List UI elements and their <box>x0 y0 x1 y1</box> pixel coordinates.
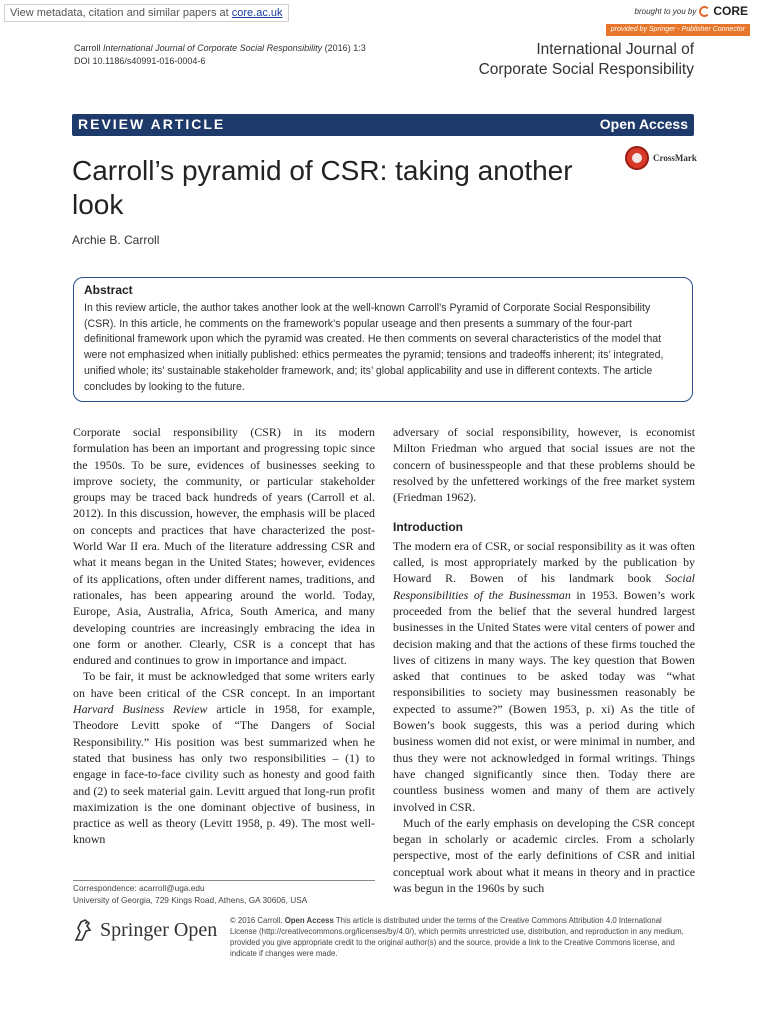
core-link[interactable]: core.ac.uk <box>231 7 283 19</box>
springer-horse-icon <box>72 918 94 942</box>
citation-journal: International Journal of Corporate Social Responsibility <box>103 43 323 53</box>
citation-block <box>74 42 366 68</box>
citation-line <box>74 42 366 55</box>
article-type-label: REVIEW ARTICLE <box>78 116 226 132</box>
provided-by-badge[interactable]: provided by Springer - Publisher Connector <box>606 24 750 36</box>
springer-open-logo <box>72 918 217 942</box>
crossmark-badge[interactable] <box>625 146 697 170</box>
citation-author: Carroll <box>74 43 101 53</box>
footnote <box>73 882 383 906</box>
core-brought-by[interactable] <box>635 4 749 18</box>
left-p2-before: To be fair, it must be acknowledged that some writers early on have been critical of the CSR concept. In an important <box>73 669 375 700</box>
core-logo-text: CORE <box>713 4 748 18</box>
citation-year-vol: (2016) 1:3 <box>324 43 366 53</box>
left-paragraph-1: Corporate social responsibility (CSR) in its modern formulation has been an important and progressing topic since the 1950s. To be sure, evidences of businesses seeking to improve society, the community, or particular stakeholder groups may be traced back hundreds of years (Carroll et al. 2012). In this discussion, however, the emphasis will be placed on concepts and practices that have characterized the post-World War II era. Much of the literature addressing CSR and what it means began in the United States; however, evidences of its applications, often under different names, traditions, and rationales, has been appearing around the world. Today, Europe, Asia, Australia, Africa, South America, and many developing countries are increasingly embracing the idea in one form or another. Clearly, CSR is a concept that has endured and continues to grow in importance and impact. <box>73 425 375 668</box>
left-p2-after: article in 1958, for example, Theodore Levitt spoke of “The Dangers of Social Responsibility.” His position was best summarized when he stated that business has only two responsibilities – (1) to engage in face-to-face civility such as honesty and good faith and (2) to seek material gain. Levitt argued that long-run profit maximization is the one dominant objective of business, in practice as well as theory (Levitt 1958, p. 49). The most well-known <box>73 702 375 847</box>
section-heading-introduction: Introduction <box>393 520 463 535</box>
article-type-banner <box>72 114 694 136</box>
right-p2-before: The modern era of CSR, or social responsibility as it was often called, is most appropriately marked by the publication by Howard R. Bowen of his landmark book <box>393 538 695 586</box>
right-paragraph-3: Much of the early emphasis on developing the CSR concept began in scholarly or academic circles. From a scholarly perspective, most of the early definitions of CSR and initial conceptual work about what it means in theory and in practice was begun in the 1960s by such <box>393 815 695 896</box>
crossmark-label: CrossMark <box>653 153 697 163</box>
abstract-box <box>73 277 693 402</box>
abstract-text: In this review article, the author takes another look at the well-known Carroll’s Pyramid of Corporate Social Responsibility (CSR). In this article, he comments on the framework’s popular useage and then presents a summary of the four-part definitional framework upon which the pyramid was created. He then comments on several characteristics of the model that were not emphasized when initially published: ethics permeates the pyramid; tensions and tradeoffs inherent; its’ integrated, unified whole; its’ sustainable stakeholder framework, and; its’ global applicability and use in different contexts. The article concludes by looking to the future. <box>84 302 664 393</box>
correspondence[interactable]: Correspondence: acarroll@uga.edu <box>73 883 205 893</box>
journal-line-1: International Journal of <box>536 41 694 58</box>
left-p2-italic: Harvard Business Review <box>73 702 208 717</box>
license-open-access: Open Access <box>284 916 334 925</box>
core-logo-icon <box>699 6 710 17</box>
license-text: This article is distributed under the terms of the Creative Commons Attribution 4.0 International License (http://creativecommons.org/licenses/by/4.0/), which permits unrestricted use, distribution, and reproduction in any medium, provided you give appropriate credit to the original author(s) and the source, provide a link to the Creative Commons license, and indicate if changes were made. <box>230 916 684 958</box>
right-paragraph-1: adversary of social responsibility, however, is economist Milton Friedman who argued that social issues are not the concern of businesspeople and that these problems should be resolved by the unfettered workings of the free market system (Friedman 1962). <box>393 425 695 505</box>
journal-line-2: Corporate Social Responsibility <box>478 61 694 78</box>
abstract-heading: Abstract <box>84 283 133 297</box>
body-column-left <box>73 424 375 848</box>
article-title: Carroll’s pyramid of CSR: taking another look <box>72 155 573 220</box>
left-paragraph-2 <box>73 668 375 847</box>
license-prefix: © 2016 Carroll. <box>230 916 283 925</box>
core-bar <box>0 0 768 38</box>
license-statement <box>230 915 690 959</box>
core-metadata-link[interactable] <box>4 4 289 22</box>
journal-header <box>479 40 694 80</box>
core-link-prefix: View metadata, citation and similar papers at <box>10 7 229 19</box>
crossmark-icon <box>625 146 649 170</box>
open-access-label: Open Access <box>599 116 688 132</box>
right-paragraph-2 <box>393 538 695 815</box>
right-p2-after: in 1953. Bowen’s work proceeded from the belief that the several hundred largest businesses in the United States were vital centers of power and decision making and that the actions of these firms touched the lives of citizens in many ways. The key question that Bowen asked that continues to be asked today was “what responsibilities to society may businessmen reasonably be expected to assume?” (Bowen 1953, p. xi) As the title of Bowen’s book suggests, this was a period during which business women did not exist, or were minimal in number, and thus they were not acknowledged in formal writings. Things have changed significantly since then. Today there are countless business women and many of them are actively involved in CSR. <box>393 587 696 814</box>
body-column-right <box>393 424 695 896</box>
citation-doi[interactable]: DOI 10.1186/s40991-016-0004-6 <box>74 56 206 66</box>
author-name: Archie B. Carroll <box>72 233 160 247</box>
springer-open-text: Springer Open <box>100 918 218 941</box>
affiliation: University of Georgia, 729 Kings Road, Athens, GA 30606, USA <box>73 895 308 905</box>
brought-by-text: brought to you by <box>634 6 697 16</box>
right-p2-italic: Social Responsibilities of the Businessman <box>393 571 695 602</box>
footnote-rule <box>73 880 375 881</box>
